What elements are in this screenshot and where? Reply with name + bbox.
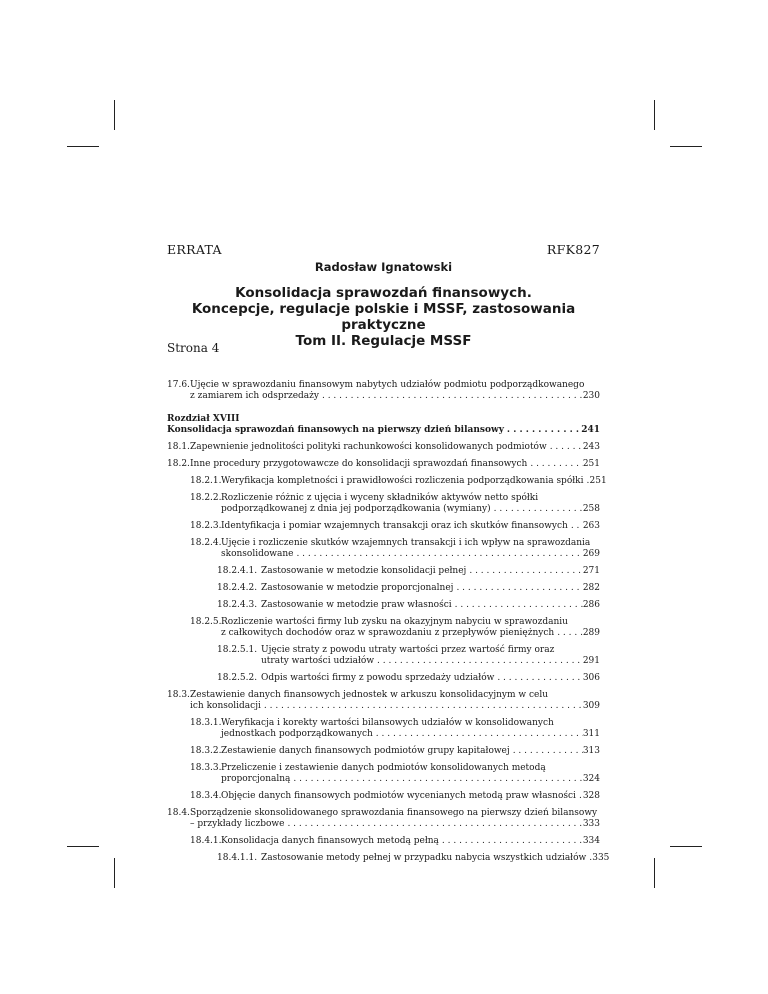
crop-mark: [654, 858, 655, 888]
toc-text: Przeliczenie i zestawienie danych podmiotów konsolidowanych metodą: [221, 763, 546, 773]
toc-page: 263: [582, 521, 600, 531]
toc-text: – przykłady liczbowe: [190, 819, 285, 829]
toc-text: Sporządzenie skonsolidowanego sprawozdania finansowego na pierwszy dzień bilansowy: [190, 808, 598, 818]
toc-text: skonsolidowane: [221, 549, 294, 559]
toc-number: 18.4.1.1.: [217, 853, 258, 863]
chapter-label: Rozdział XVIII: [167, 414, 240, 424]
toc-page: 311: [582, 729, 600, 739]
toc-page: 335: [592, 853, 610, 863]
toc-number: 18.2.1.: [190, 476, 222, 486]
toc-text: Ujęcie i rozliczenie skutków wzajemnych transakcji i ich wpływ na sprawozdania: [221, 538, 591, 548]
toc-page: 251: [589, 476, 607, 486]
toc-number: 18.2.4.3.: [217, 600, 258, 610]
toc-page: 258: [582, 504, 600, 514]
toc-entry: [167, 380, 600, 402]
toc-entry: [190, 791, 600, 802]
toc-text: proporcjonalną: [221, 774, 291, 784]
toc-entry: [167, 442, 600, 453]
toc-text: Ujęcie straty z powodu utraty wartości przez wartość firmy oraz: [261, 645, 555, 655]
author: Radosław Ignatowski: [314, 260, 453, 274]
title-line: Konsolidacja sprawozdań finansowych.: [235, 285, 532, 301]
toc-entry: [167, 459, 600, 470]
crop-mark: [654, 100, 655, 130]
chapter-heading: [167, 414, 600, 436]
crop-mark: [67, 846, 99, 847]
toc-number: 17.6.: [167, 380, 190, 390]
header-code: RFK827: [546, 242, 600, 257]
toc-text: Zastosowanie metody pełnej w przypadku nabycia wszystkich udziałów: [261, 853, 587, 863]
toc-entry: [217, 673, 600, 684]
toc-page: 309: [582, 701, 600, 711]
toc-number: 18.2.4.: [190, 538, 222, 548]
toc-number: 18.3.4.: [190, 791, 222, 801]
toc-number: 18.2.4.2.: [217, 583, 258, 593]
toc-page: 269: [582, 549, 600, 559]
toc-number: 18.2.4.1.: [217, 566, 258, 576]
toc-entry: [190, 521, 600, 532]
toc-entry: [190, 718, 600, 740]
toc-entry: [217, 853, 610, 864]
toc-number: 18.2.5.: [190, 617, 222, 627]
toc-page: 328: [582, 791, 600, 801]
toc-page: 271: [582, 566, 600, 576]
crop-mark: [67, 146, 99, 147]
toc-number: 18.2.3.: [190, 521, 222, 531]
toc-text: Zapewnienie jednolitości polityki rachunkowości konsolidowanych podmiotów: [190, 442, 547, 452]
toc-page: 324: [582, 774, 600, 784]
crop-mark: [670, 846, 702, 847]
toc-text: Rozliczenie różnic z ujęcia i wyceny składników aktywów netto spółki: [221, 493, 539, 503]
page-reference: Strona 4: [167, 341, 220, 355]
toc-text: Weryfikacja kompletności i prawidłowości rozliczenia podporządkowania spółki: [221, 476, 584, 486]
toc-text: ich konsolidacji: [190, 701, 261, 711]
toc-text: z zamiarem ich odsprzedaży: [190, 391, 319, 401]
toc-number: 18.3.3.: [190, 763, 222, 773]
toc-text: Konsolidacja danych finansowych metodą pełną: [221, 836, 439, 846]
toc-page: 241: [581, 425, 600, 435]
toc-entry: [167, 690, 600, 712]
toc-entry: [190, 763, 600, 785]
toc-number: 18.3.: [167, 690, 190, 700]
toc-number: 18.2.5.1.: [217, 645, 258, 655]
toc-text: Zestawienie danych finansowych podmiotów grupy kapitałowej: [221, 746, 510, 756]
toc-text: utraty wartości udziałów: [261, 656, 375, 666]
toc-entry: [167, 808, 600, 830]
toc-text: Zastosowanie w metodzie konsolidacji pełnej: [261, 566, 467, 576]
toc-number: 18.1.: [167, 442, 190, 452]
toc-page: 230: [582, 391, 600, 401]
toc-text: Weryfikacja i korekty wartości bilansowych udziałów w konsolidowanych: [221, 718, 554, 728]
toc-entry: [190, 493, 600, 515]
toc-entry: [217, 600, 600, 611]
toc-entry: [217, 583, 600, 594]
toc-number: 18.2.2.: [190, 493, 222, 503]
toc-text: Objęcie danych finansowych podmiotów wycenianych metodą praw własności: [221, 791, 576, 801]
toc-text: Identyfikacja i pomiar wzajemnych transakcji oraz ich skutków finansowych: [221, 521, 568, 531]
chapter-title: Konsolidacja sprawozdań finansowych na pierwszy dzień bilansowy: [167, 425, 504, 435]
toc-page: 334: [582, 836, 600, 846]
toc-entry: [190, 746, 600, 757]
toc-page: 333: [582, 819, 600, 829]
crop-mark: [114, 100, 115, 130]
toc-number: 18.3.1.: [190, 718, 222, 728]
crop-mark: [670, 146, 702, 147]
toc-entry: [217, 566, 600, 577]
toc-page: 243: [582, 442, 600, 452]
toc-entry: [190, 617, 600, 639]
toc-entry: [217, 645, 600, 667]
toc-text: Zastosowanie w metodzie proporcjonalnej: [261, 583, 454, 593]
toc-page: 291: [582, 656, 600, 666]
toc-text: Rozliczenie wartości firmy lub zysku na okazyjnym nabyciu w sprawozdaniu: [221, 617, 568, 627]
book-title: [167, 285, 600, 349]
header-errata: ERRATA: [167, 242, 222, 257]
toc-page: 251: [582, 459, 600, 469]
toc-text: Inne procedury przygotowawcze do konsolidacji sprawozdań finansowych: [190, 459, 528, 469]
toc-number: 18.4.1.: [190, 836, 222, 846]
toc-entry: [190, 476, 607, 487]
toc-text: Zastosowanie w metodzie praw własności: [261, 600, 452, 610]
toc-text: Odpis wartości firmy z powodu sprzedaży udziałów: [261, 673, 495, 683]
toc-entry: [190, 836, 600, 847]
toc-page: 313: [582, 746, 600, 756]
toc-page: 282: [582, 583, 600, 593]
toc-text: jednostkach podporządkowanych: [221, 729, 373, 739]
toc-number: 18.2.: [167, 459, 190, 469]
toc-number: 18.2.5.2.: [217, 673, 258, 683]
toc-text: Zestawienie danych finansowych jednostek w arkuszu konsolidacyjnym w celu: [190, 690, 548, 700]
title-line: Koncepcje, regulacje polskie i MSSF, zastosowania praktyczne: [191, 301, 576, 333]
toc-page: 286: [582, 600, 600, 610]
toc-page: 289: [582, 628, 600, 638]
toc-text: Ujęcie w sprawozdaniu finansowym nabytych udziałów podmiotu podporządkowanego: [190, 380, 585, 390]
crop-mark: [114, 858, 115, 888]
toc-text: z całkowitych dochodów oraz w sprawozdaniu z przepływów pieniężnych: [221, 628, 555, 638]
title-line: Tom II. Regulacje MSSF: [295, 333, 472, 349]
table-of-contents: [167, 380, 610, 870]
toc-page: 306: [582, 673, 600, 683]
toc-number: 18.4.: [167, 808, 190, 818]
toc-entry: [190, 538, 600, 560]
toc-number: 18.3.2.: [190, 746, 222, 756]
toc-text: podporządkowanej z dnia jej podporządkowania (wymiany): [221, 504, 491, 514]
